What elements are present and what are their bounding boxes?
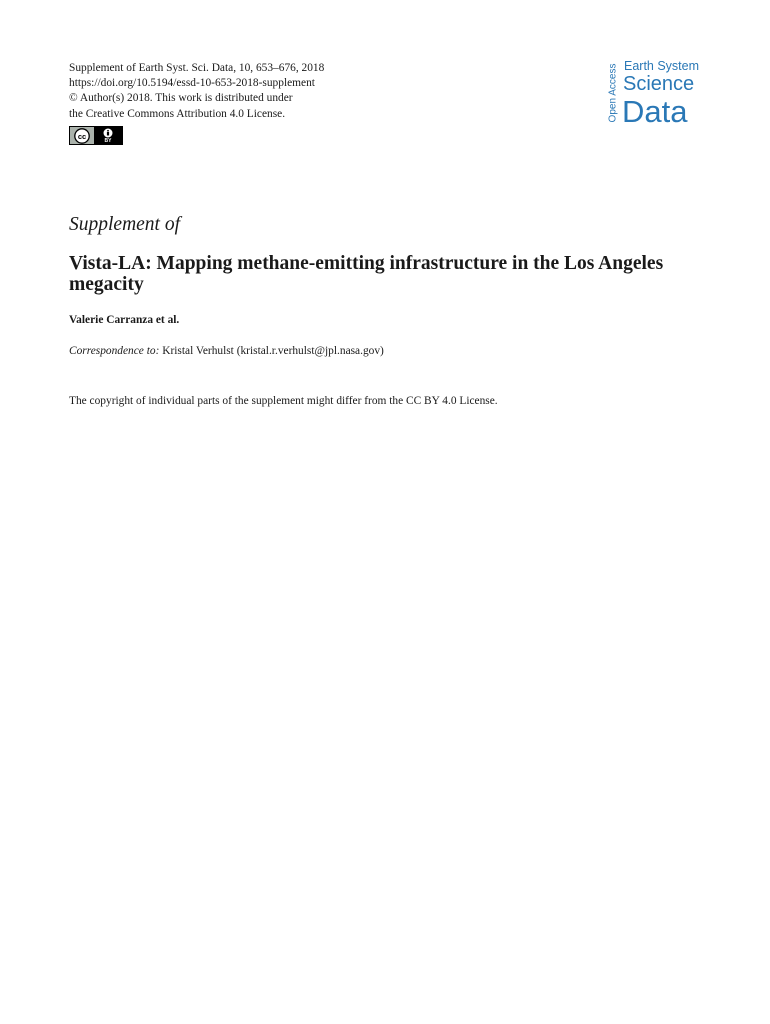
citation-line: Supplement of Earth Syst. Sci. Data, 10, 653–676, 2018 [69, 62, 325, 74]
logo-data: Data [622, 94, 688, 129]
paper-title: Vista-LA: Mapping methane-emitting infrastructure in the Los Angeles megacity [69, 253, 664, 295]
copyright-note: The copyright of individual parts of the supplement might differ from the CC BY 4.0 License. [69, 395, 498, 407]
authors: Valerie Carranza et al. [69, 314, 180, 326]
doi-link[interactable]: https://doi.org/10.5194/essd-10-653-2018-supplement [69, 77, 315, 90]
correspondence [69, 345, 384, 357]
correspondence-label: Correspondence to: [69, 345, 160, 357]
by-icon [94, 127, 122, 144]
license-line: the Creative Commons Attribution 4.0 License. [69, 107, 286, 120]
supplement-of-heading: Supplement of [69, 214, 181, 235]
logo-science: Science [623, 73, 695, 95]
svg-text:cc: cc [77, 131, 87, 141]
correspondence-contact[interactable]: Kristal Verhulst (kristal.r.verhulst@jpl.nasa.gov) [162, 345, 384, 357]
by-label: BY [104, 137, 112, 144]
logo-earth-system: Earth System [624, 59, 700, 73]
open-access-label: Open Access [607, 63, 619, 123]
copyright-line: © Author(s) 2018. This work is distributed under [69, 92, 293, 105]
cc-icon [70, 127, 94, 144]
citation-header [69, 61, 324, 122]
cc-by-license-badge[interactable] [69, 126, 123, 145]
journal-logo [607, 58, 703, 130]
